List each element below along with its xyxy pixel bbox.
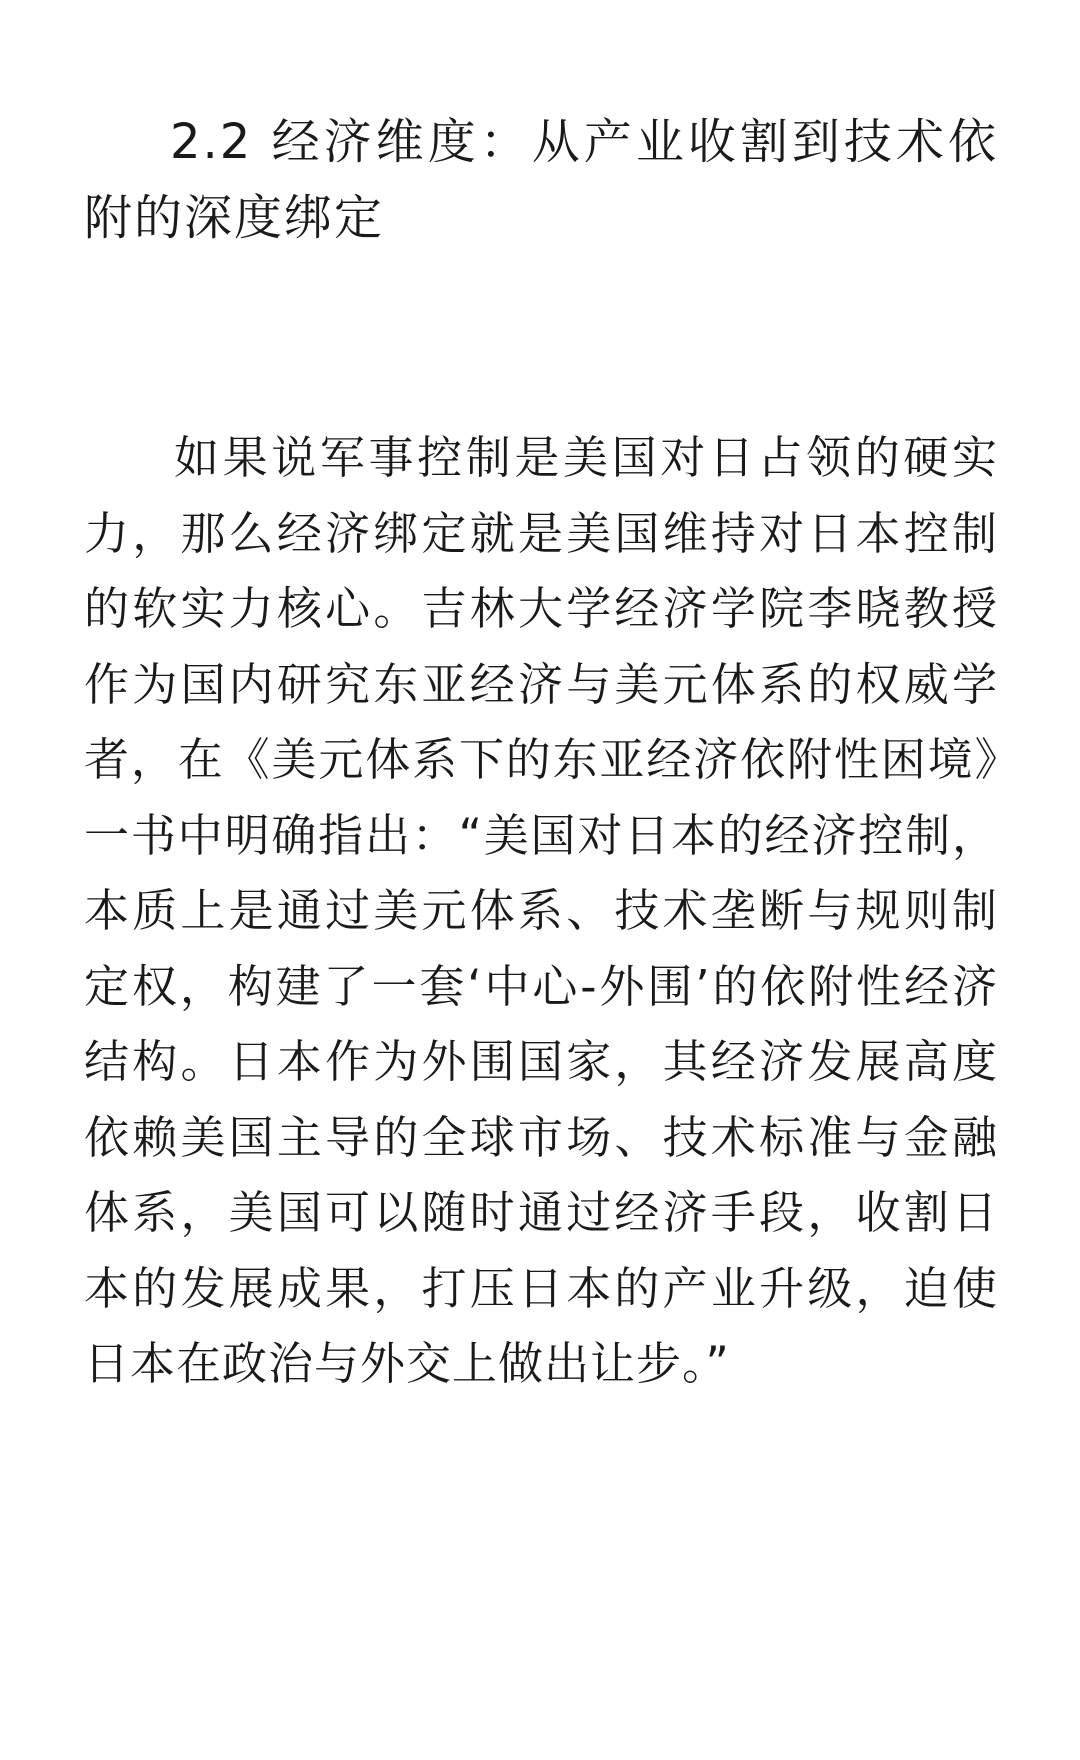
section-heading: 2.2 经济维度：从产业收割到技术依附的深度绑定 (84, 114, 998, 246)
body-paragraph: 如果说军事控制是美国对日占领的硬实力，那么经济绑定就是美国维持对日本控制的软实力核心。吉林大学经济学院李晓教授作为国内研究东亚经济与美元体系的权威学者，在《美元体系下的东亚经济依附性困境》一书中明确指出：“美国对日本的经济控制，本质上是通过美元体系、技术垄断与规则制定权，构建了一套‘中心-外围’的依附性经济结构。日本作为外围国家，其经济发展高度依赖美国主导的全球市场、技术标准与金融体系，美国可以随时通过经济手段，收割日本的发展成果，打压日本的产业升级，迫使日本在政治与外交上做出让步。” (84, 431, 998, 1390)
